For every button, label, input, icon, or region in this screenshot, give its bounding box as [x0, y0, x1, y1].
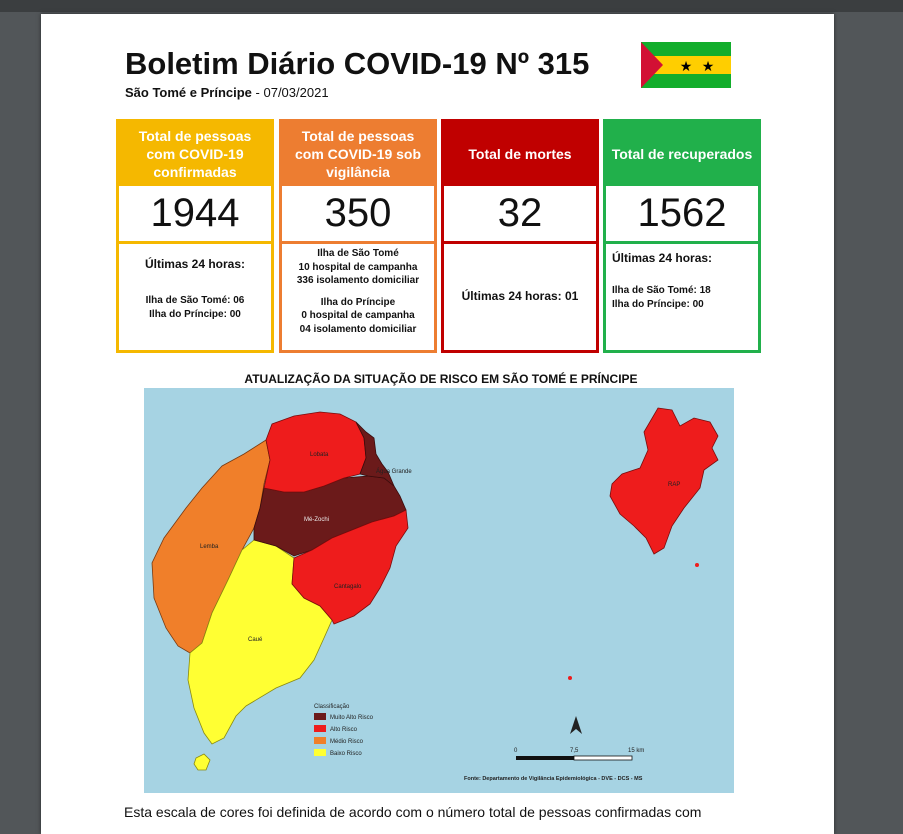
legend-label: Baixo Risco: [330, 751, 362, 757]
country-name: São Tomé e Príncipe: [125, 85, 252, 100]
card-deaths-details: [444, 244, 596, 348]
label-cantagalo: Cantagalo: [334, 584, 362, 590]
card-surveillance-header: Total de pessoas com COVID-19 sob vigilância: [282, 122, 434, 186]
card-recovered-line: Ilha de São Tomé: 18: [612, 285, 711, 297]
legend-swatch: [314, 749, 326, 756]
bulletin-date: - 07/03/2021: [255, 85, 329, 100]
legend-swatch: [314, 713, 326, 720]
card-recovered: [603, 119, 761, 353]
label-caue: Caué: [248, 637, 263, 643]
card-surveillance-details: [282, 244, 434, 336]
legend-label: Muito Alto Risco: [330, 715, 374, 721]
bulletin-title: Boletim Diário COVID-19 Nº 315: [125, 46, 590, 81]
map-heading: ATUALIZAÇÃO DA SITUAÇÃO DE RISCO EM SÃO TOMÉ E PRÍNCIPE: [244, 372, 638, 386]
label-me-zochi: Mé-Zochi: [304, 517, 330, 523]
card-surveillance-line: 0 hospital de campanha: [301, 310, 415, 321]
card-surveillance-line: 336 isolamento domiciliar: [296, 275, 420, 286]
risk-map: [144, 388, 734, 793]
card-confirmed-details: [119, 244, 271, 321]
card-confirmed-last24-label: Últimas 24 horas:: [144, 257, 246, 271]
document-page: [41, 14, 834, 834]
card-surveillance: [279, 119, 437, 353]
scale-mid: 7,5: [570, 748, 579, 754]
legend-swatch: [314, 737, 326, 744]
card-confirmed: [116, 119, 274, 353]
label-lemba: Lemba: [200, 544, 219, 550]
svg-text:★: ★: [679, 58, 693, 74]
card-recovered-header: Total de recuperados: [606, 122, 758, 186]
legend-label: Médio Risco: [330, 739, 364, 745]
card-deaths-value: 32: [444, 186, 596, 244]
card-deaths: [441, 119, 599, 353]
label-rap: RAP: [668, 482, 681, 488]
label-lobata: Lobata: [310, 452, 329, 458]
legend-swatch: [314, 725, 326, 732]
card-confirmed-value: 1944: [119, 186, 271, 244]
legend-title: Classificação: [314, 704, 350, 710]
legend-label: Alto Risco: [330, 727, 358, 733]
scale-end: 15 km: [628, 748, 645, 754]
card-deaths-last24: Últimas 24 horas: 01: [461, 288, 579, 303]
scale-zero: 0: [514, 748, 518, 754]
card-deaths-header: Total de mortes: [444, 122, 596, 186]
card-surveillance-line: 10 hospital de campanha: [298, 261, 418, 273]
card-confirmed-line: Ilha do Príncipe: 00: [149, 308, 241, 320]
label-agua-grande: Água Grande: [376, 469, 412, 475]
svg-text:★: ★: [701, 58, 715, 74]
card-recovered-last24-label: Últimas 24 horas:: [612, 251, 713, 265]
footer-paragraph: Esta escala de cores foi definida de acordo com o número total de pessoas confirmadas com: [124, 804, 702, 820]
sao-tome-flag-icon: [641, 42, 731, 88]
card-recovered-value: 1562: [606, 186, 758, 244]
card-surveillance-value: 350: [282, 186, 434, 244]
viewer-toolbar: [0, 0, 903, 12]
risk-map-graphic: [144, 388, 734, 793]
card-confirmed-header: Total de pessoas com COVID-19 confirmadas: [119, 122, 271, 186]
card-surveillance-line: 04 isolamento domiciliar: [299, 323, 417, 335]
bulletin-subtitle: [125, 85, 329, 100]
map-source: Fonte: Departamento de Vigilância Epidemiológica - DVE - DCS - MS: [464, 776, 643, 782]
card-surveillance-line: Ilha do Príncipe: [320, 296, 396, 308]
card-recovered-line: Ilha do Príncipe: 00: [612, 298, 704, 310]
card-surveillance-line: Ilha de São Tomé: [317, 248, 399, 259]
card-recovered-details: [606, 244, 758, 311]
card-confirmed-line: Ilha de São Tomé: 06: [145, 295, 245, 307]
